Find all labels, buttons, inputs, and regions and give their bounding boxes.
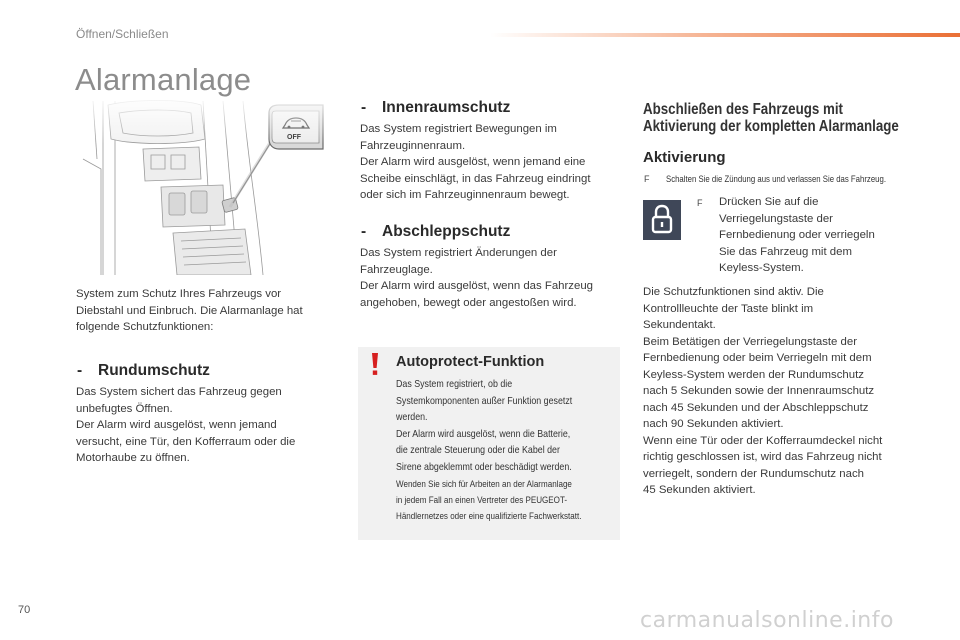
step-bullet-marker: F: [697, 198, 703, 208]
autoprotect-text: Das System registriert, ob die Systemkomponenten außer Funktion gesetzt werden. Der Alarm wird ausgelöst, wenn die Batterie, die zentrale Steuerung oder die Kabel der Sirene abgeklemmt oder beschädigt werden.: [396, 379, 573, 473]
activation-description: Die Schutzfunktionen sind aktiv. Die Kontrollleuchte der Taste blinkt im Sekundentakt. Beim Betätigen der Verriegelungstaste der Fernbedienung oder beim Verriegeln mit dem Keyless-System werden der Rundumschutz nach 5 Sekunden sowie der Innenraumschutz nach 45 Sekunden und der Abschleppschutz nach 90 Sekunden aktiviert. Wenn eine Tür oder der Kofferraumdeckel nicht richtig geschlossen ist, wird das Fahrzeug nicht verriegelt, sondern der Rundumschutz nach 45 Sekunden aktiviert.: [643, 286, 883, 496]
right-section-heading: Abschließen des Fahrzeugs mit Aktivierung der kompletten Alarmanlage: [643, 101, 899, 135]
watermark: carmanualsonline.info: [640, 608, 894, 633]
abschleppschutz-text: Das System registriert Änderungen der Fahrzeuglage. Der Alarm wird ausgelöst, wenn das Fahrzeug angehoben, bewegt oder angestoßen wird.: [360, 247, 593, 309]
warning-exclamation-icon: [368, 352, 382, 376]
header-rule: [490, 33, 960, 37]
autoprotect-note: Wenden Sie sich für Arbeiten an der Alarmanlage in jedem Fall an einen Vertreter des PEUGEOT- Händlernetzes oder eine qualifizierte Fachwerkstatt.: [396, 479, 582, 522]
abschleppschutz-heading: - Abschleppschutz: [361, 223, 511, 240]
page-number: 70: [18, 604, 31, 616]
page-title: Alarmanlage: [75, 62, 252, 97]
ignition-note: Schalten Sie die Zündung aus und verlassen Sie das Fahrzeug.: [666, 174, 887, 185]
aktivierung-heading: Aktivierung: [643, 149, 726, 166]
intro-text: System zum Schutz Ihres Fahrzeugs vor Diebstahl und Einbruch. Die Alarmanlage hat folgende Schutzfunktionen:: [76, 288, 303, 333]
section-header: Öffnen/Schließen: [76, 27, 169, 41]
innenraumschutz-text: Das System registriert Bewegungen im Fahrzeuginnenraum. Der Alarm wird ausgelöst, wenn jemand eine Scheibe einschlägt, in das Fahrzeug eindringt oder sich im Fahrzeuginnenraum bewegt.: [360, 123, 591, 201]
innenraumschutz-heading: - Innenraumschutz: [361, 99, 511, 116]
autoprotect-title: Autoprotect-Funktion: [396, 354, 545, 370]
console-illustration: [73, 99, 326, 275]
rundumschutz-text: Das System sichert das Fahrzeug gegen unbefugtes Öffnen. Der Alarm wird ausgelöst, wenn jemand versucht, eine Tür, den Kofferraum oder die Motorhaube zu öffnen.: [76, 386, 296, 464]
bullet-marker: F: [644, 174, 650, 184]
rundumschutz-heading: - Rundumschutz: [77, 362, 210, 379]
lock-step-text: Drücken Sie auf die Verriegelungstaste der Fernbedienung oder verriegeln Sie das Fahrzeug mit dem Keyless-System.: [719, 196, 875, 274]
lock-key-icon: [643, 200, 681, 240]
